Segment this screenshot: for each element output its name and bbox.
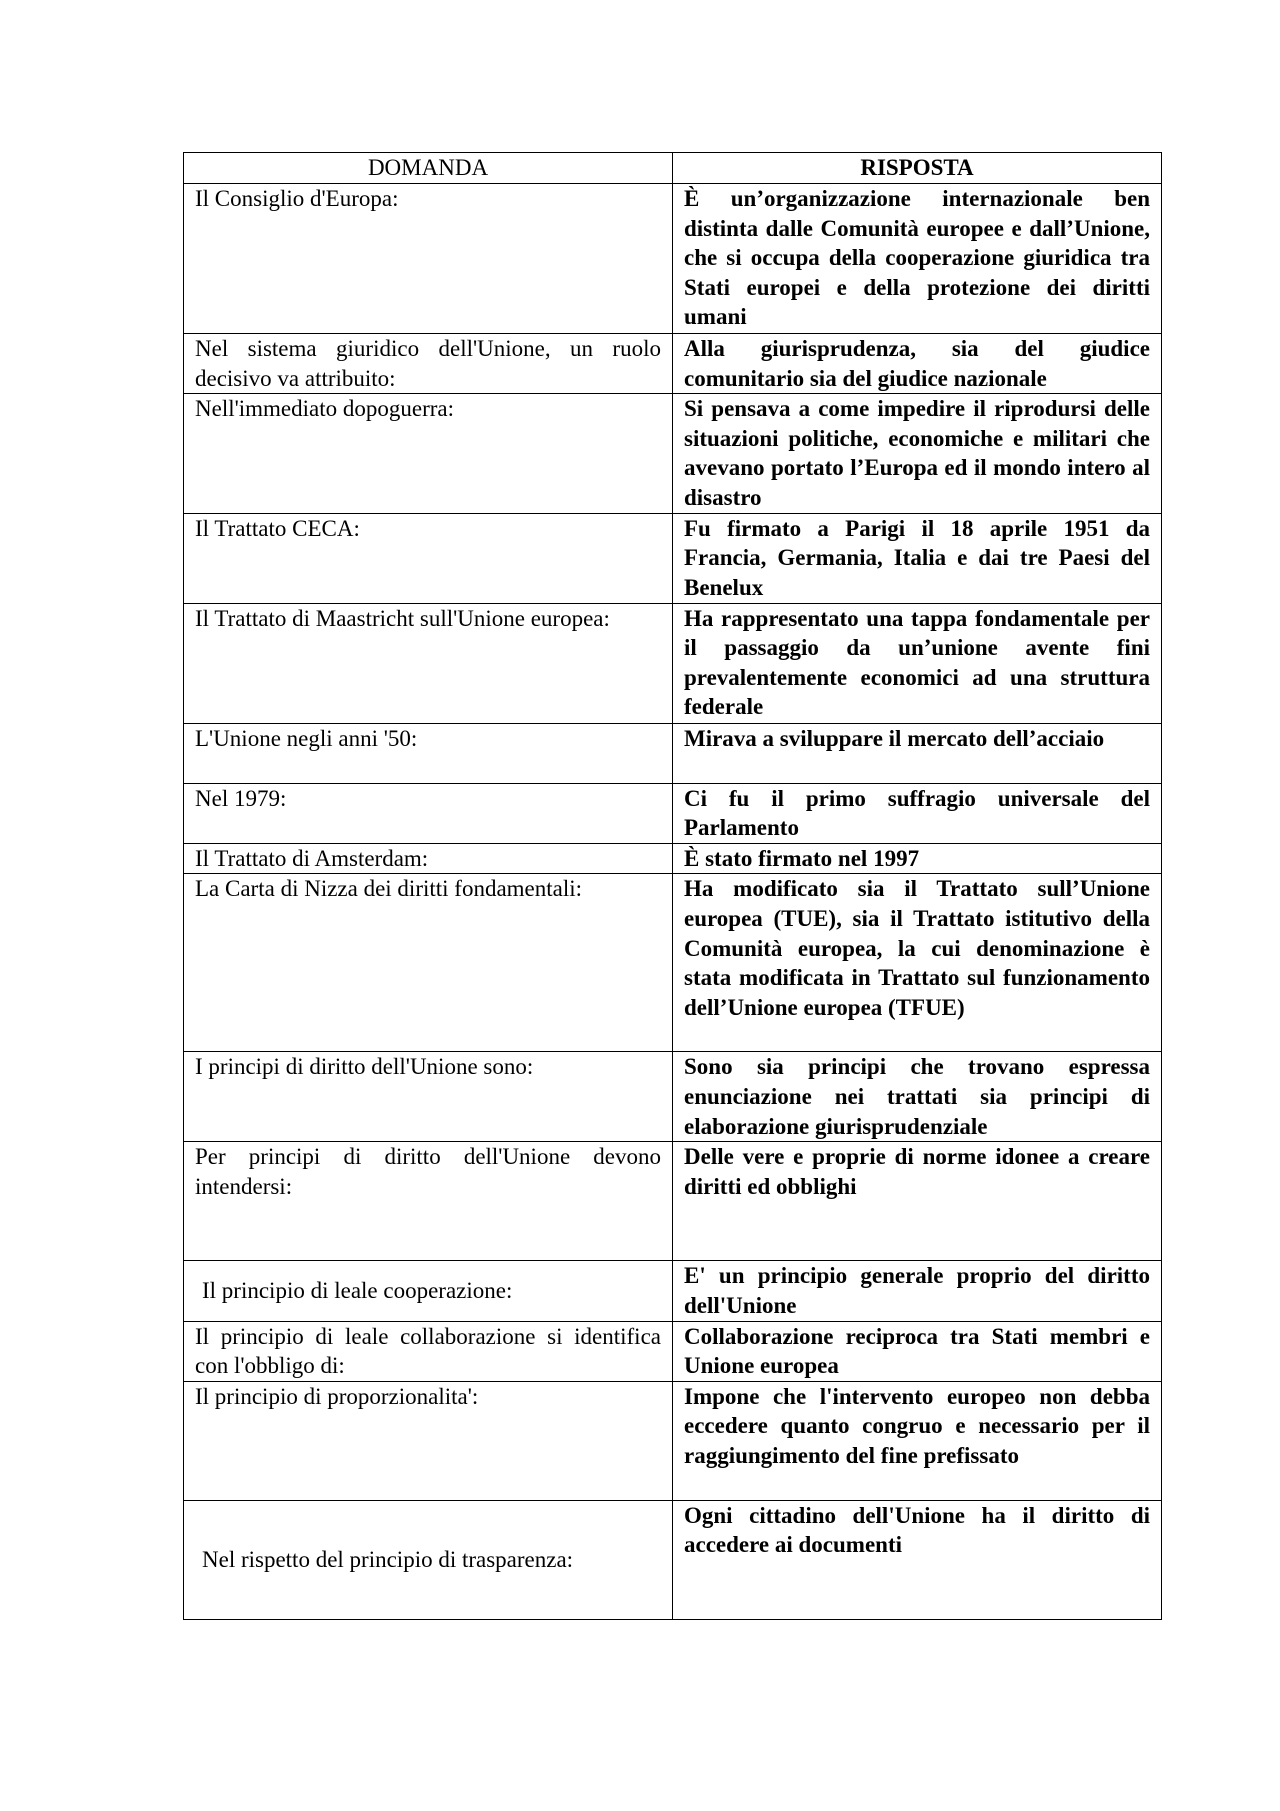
question-cell: Il principio di proporzionalita':	[184, 1381, 673, 1500]
question-cell: I principi di diritto dell'Unione sono:	[184, 1052, 673, 1142]
answer-cell: Ogni cittadino dell'Unione ha il diritto di accedere ai documenti	[673, 1500, 1162, 1619]
table-header-row	[184, 153, 1162, 184]
question-cell: Nel 1979:	[184, 783, 673, 843]
table-row	[184, 184, 1162, 334]
table-row	[184, 874, 1162, 1052]
question-cell: Il Trattato di Amsterdam:	[184, 843, 673, 874]
answer-cell: Fu firmato a Parigi il 18 aprile 1951 da Francia, Germania, Italia e dai tre Paesi del Benelux	[673, 513, 1162, 603]
question-cell: Il principio di leale cooperazione:	[184, 1261, 673, 1321]
question-cell: Nell'immediato dopoguerra:	[184, 394, 673, 513]
question-cell: Per principi di diritto dell'Unione devono intendersi:	[184, 1142, 673, 1261]
table-row	[184, 843, 1162, 874]
answer-cell: È un’organizzazione internazionale ben distinta dalle Comunità europee e dall’Unione, che si occupa della cooperazione giuridica tra Stati europei e della protezione dei diritti umani	[673, 184, 1162, 334]
answer-column-header: RISPOSTA	[673, 153, 1162, 184]
table-row	[184, 334, 1162, 394]
answer-cell: E' un principio generale proprio del diritto dell'Unione	[673, 1261, 1162, 1321]
question-cell: Il Trattato CECA:	[184, 513, 673, 603]
table-row	[184, 1321, 1162, 1381]
question-column-header: DOMANDA	[184, 153, 673, 184]
answer-cell: Si pensava a come impedire il riprodursi delle situazioni politiche, economiche e militari che avevano portato l’Europa ed il mondo intero al disastro	[673, 394, 1162, 513]
table-row	[184, 513, 1162, 603]
answer-cell: Alla giurisprudenza, sia del giudice comunitario sia del giudice nazionale	[673, 334, 1162, 394]
answer-cell: Ha modificato sia il Trattato sull’Unione europea (TUE), sia il Trattato istitutivo della Comunità europea, la cui denominazione è stata modificata in Trattato sul funzionamento dell’Unione europea (TFUE)	[673, 874, 1162, 1052]
question-cell: Il Consiglio d'Europa:	[184, 184, 673, 334]
table-row	[184, 723, 1162, 783]
answer-cell: Collaborazione reciproca tra Stati membri e Unione europea	[673, 1321, 1162, 1381]
question-cell: Il Trattato di Maastricht sull'Unione europea:	[184, 603, 673, 723]
answer-cell: Delle vere e proprie di norme idonee a creare diritti ed obblighi	[673, 1142, 1162, 1261]
answer-cell: Sono sia principi che trovano espressa enunciazione nei trattati sia principi di elaborazione giurisprudenziale	[673, 1052, 1162, 1142]
table-row	[184, 1052, 1162, 1142]
question-cell: Nel rispetto del principio di trasparenza:	[184, 1500, 673, 1619]
table-row	[184, 1261, 1162, 1321]
answer-cell: Impone che l'intervento europeo non debba eccedere quanto congruo e necessario per il raggiungimento del fine prefissato	[673, 1381, 1162, 1500]
table-row	[184, 603, 1162, 723]
table-row	[184, 1500, 1162, 1619]
answer-cell: Ci fu il primo suffragio universale del Parlamento	[673, 783, 1162, 843]
question-cell: L'Unione negli anni '50:	[184, 723, 673, 783]
table-row	[184, 783, 1162, 843]
question-cell: Il principio di leale collaborazione si identifica con l'obbligo di:	[184, 1321, 673, 1381]
table-row	[184, 394, 1162, 513]
answer-cell: Mirava a sviluppare il mercato dell’acciaio	[673, 723, 1162, 783]
qa-table	[183, 152, 1162, 1620]
question-cell: La Carta di Nizza dei diritti fondamentali:	[184, 874, 673, 1052]
table-row	[184, 1142, 1162, 1261]
answer-cell: È stato firmato nel 1997	[673, 843, 1162, 874]
table-row	[184, 1381, 1162, 1500]
question-cell: Nel sistema giuridico dell'Unione, un ruolo decisivo va attribuito:	[184, 334, 673, 394]
answer-cell: Ha rappresentato una tappa fondamentale per il passaggio da un’unione avente fini prevalentemente economici ad una struttura federale	[673, 603, 1162, 723]
